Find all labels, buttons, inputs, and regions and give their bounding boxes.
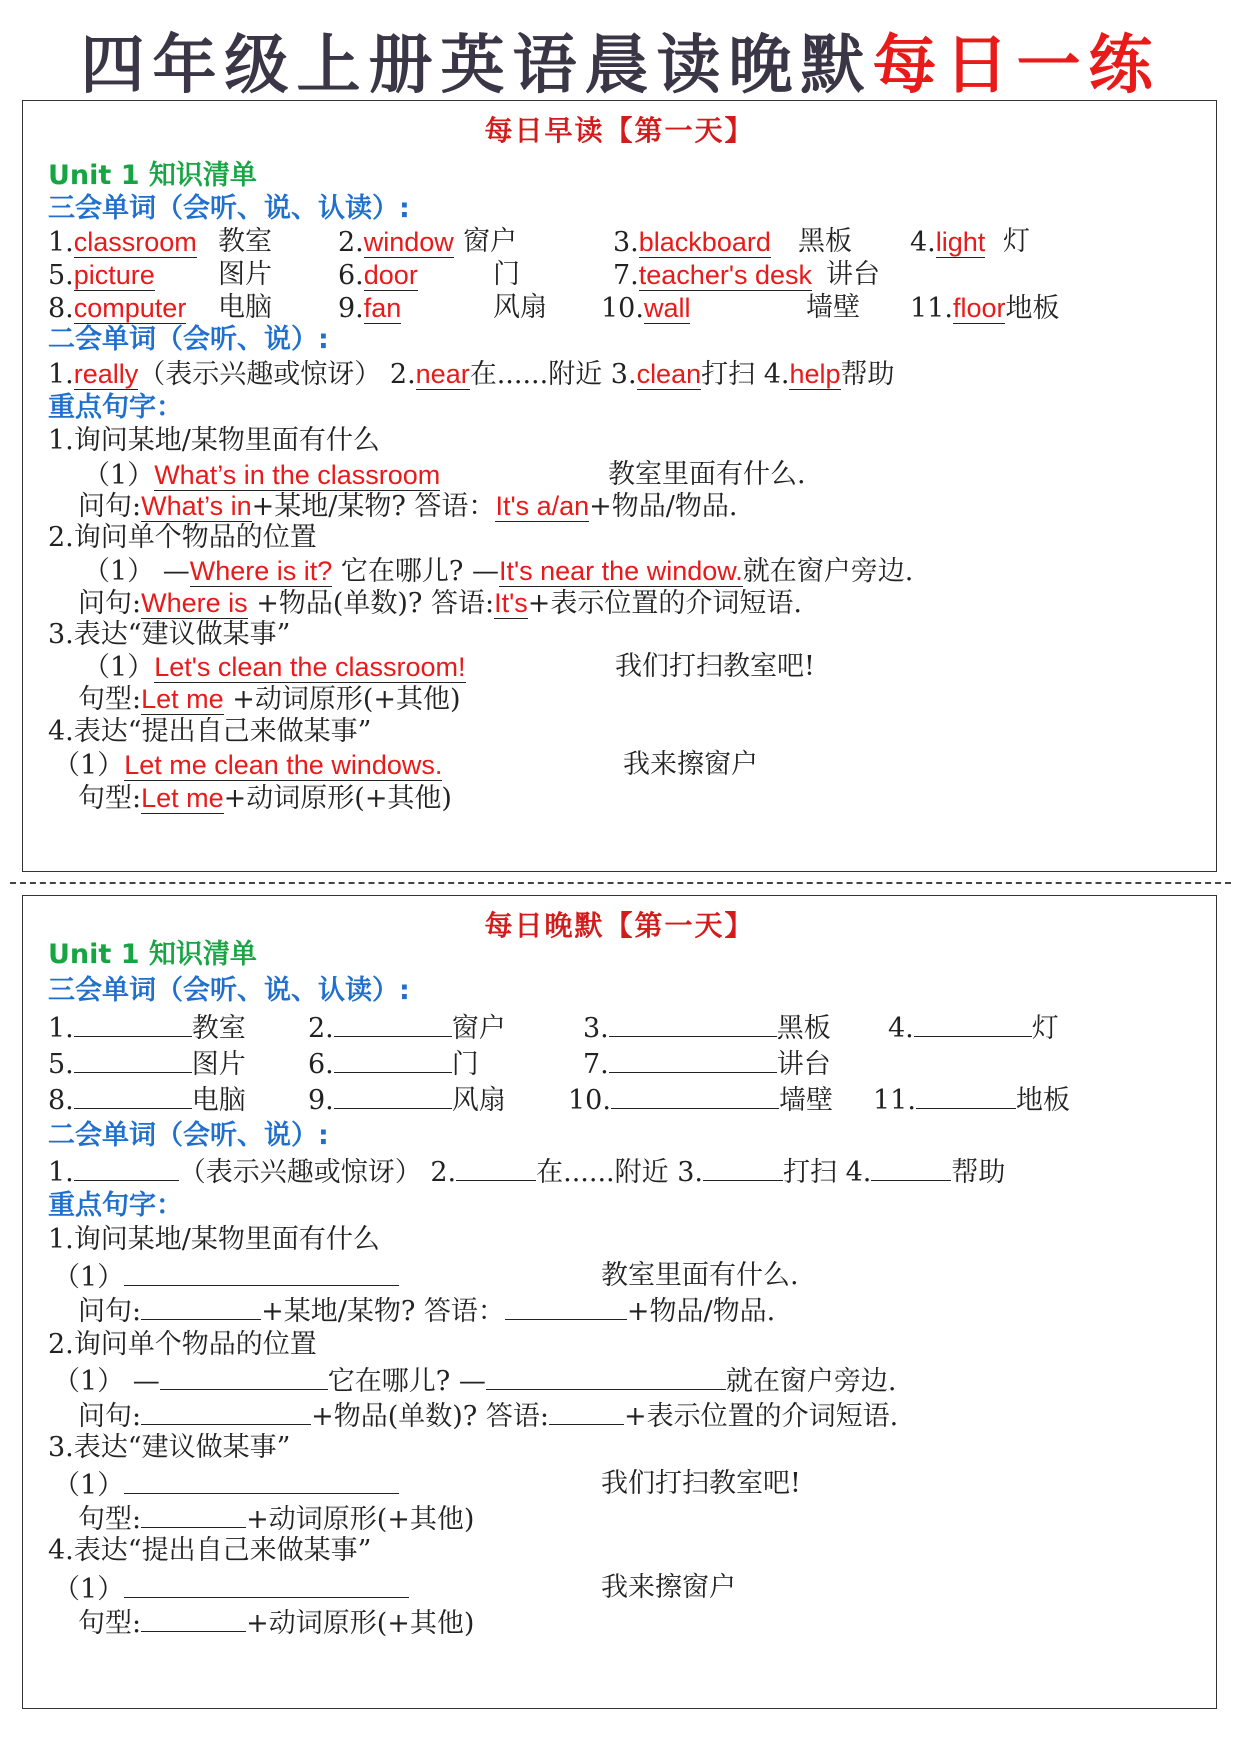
word-num: 3. [583, 1013, 609, 1044]
pattern-4 [78, 781, 452, 816]
word-meaning: 教室 [218, 226, 272, 257]
label: 问句: [78, 491, 142, 522]
word-num: 4. [763, 359, 790, 390]
item-num: （1） [53, 1470, 125, 1501]
answer-text: What’s in the classroom [154, 460, 441, 490]
label: +某地/某物? 答语： [261, 1296, 505, 1327]
item-num: （1） [83, 460, 155, 491]
answer-text: Let's clean the classroom! [154, 652, 466, 682]
word-meaning: 墙壁 [806, 292, 860, 323]
word-answer: fan [363, 293, 402, 323]
answer-blank[interactable] [871, 1154, 951, 1181]
word-meaning: 黑板 [776, 1013, 831, 1044]
word-num: 10. [601, 293, 644, 324]
word-meaning: 门 [493, 259, 520, 290]
word-meaning: 风扇 [493, 292, 547, 323]
pattern-3 [78, 682, 461, 717]
word-meaning: 灯 [1031, 1013, 1059, 1044]
answer-blank[interactable] [74, 1082, 192, 1109]
title-main: 四年级上册英语晨读晚默 [80, 29, 873, 103]
word-num: 3. [677, 1157, 703, 1188]
word-num: 1. [48, 1013, 74, 1044]
word-meaning: 图片 [191, 1049, 246, 1080]
word-meaning: 墙壁 [778, 1085, 833, 1116]
word-answer: computer [73, 293, 187, 323]
word-answer: help [789, 359, 841, 389]
answer-blank[interactable] [334, 1046, 452, 1073]
item-num: （1） [53, 1366, 125, 1397]
label: +表示位置的介词短语. [527, 588, 802, 619]
word-num: 8. [48, 293, 74, 324]
word-row-1 [48, 225, 1208, 259]
unit-title: Unit 1 知识清单 [48, 939, 257, 970]
label: +物品(单数)? 答语: [311, 1401, 549, 1432]
sentence-cn-4: 我来擦窗户 [601, 1572, 736, 1603]
item-num: （1） [53, 1574, 125, 1605]
label: +某地/某物? 答语： [251, 491, 496, 522]
answer-text: What’s in [141, 491, 252, 521]
answer-blank[interactable] [505, 1293, 627, 1320]
sentence-blank-2 [53, 1363, 896, 1399]
word-meaning: 帮助 [951, 1157, 1006, 1188]
answer-blank[interactable] [74, 1154, 179, 1181]
key-sentences-heading: 重点句字： [48, 392, 183, 423]
word-meaning: 门 [451, 1049, 479, 1080]
answer-blank[interactable] [609, 1010, 777, 1037]
label: 它在哪儿? — [327, 1366, 486, 1397]
label: 句型: [78, 1608, 142, 1639]
item-num: （1） [83, 652, 155, 683]
dash: — [132, 1366, 160, 1397]
label: 问句: [78, 1401, 142, 1432]
word-num: 7. [613, 260, 639, 291]
word-num: 2. [338, 227, 364, 258]
word-meaning: （表示兴趣或惊讶） [138, 359, 382, 390]
label: 它在哪儿? — [332, 556, 499, 587]
section-two-skill-words: 二会单词（会听、说）: [48, 1120, 329, 1151]
answer-blank[interactable] [486, 1363, 726, 1390]
word-num: 11. [910, 293, 953, 324]
title-highlight: 每日一练 [872, 29, 1161, 103]
word-meaning: 电脑 [191, 1085, 246, 1116]
answer-blank[interactable] [456, 1154, 536, 1181]
sentence-topic-2: 2.询问单个物品的位置 [48, 522, 317, 553]
pattern-blank-4 [78, 1605, 474, 1641]
word-meaning: 在......附近 [469, 359, 603, 390]
sentence-topic-2: 2.询问单个物品的位置 [48, 1329, 317, 1360]
word-num: 5. [48, 260, 74, 291]
answer-blank[interactable] [124, 1571, 409, 1598]
morning-heading: 每日早读【第一天】 [484, 114, 755, 147]
word-meaning: 窗户 [451, 1013, 506, 1044]
label: +动词原形(+其他) [246, 1504, 475, 1535]
sentence-blank-4 [53, 1571, 409, 1607]
word-num: 4. [910, 227, 936, 258]
word-answer: floor [952, 293, 1006, 323]
two-skill-blank-row [48, 1154, 1005, 1190]
word-answer: blackboard [638, 227, 771, 257]
section-two-skill-words: 二会单词（会听、说）: [48, 324, 329, 355]
label: +动词原形(+其他) [223, 783, 452, 814]
word-meaning: 电脑 [218, 292, 272, 323]
label: 问句: [78, 588, 142, 619]
word-meaning: 讲台 [776, 1049, 831, 1080]
answer-text: Let me [141, 684, 224, 714]
word-num: 9. [308, 1085, 334, 1116]
answer-blank[interactable] [703, 1154, 783, 1181]
answer-blank[interactable] [74, 1046, 192, 1073]
word-num: 2. [308, 1013, 334, 1044]
word-meaning: 窗户 [463, 226, 517, 257]
word-meaning: 教室 [191, 1013, 246, 1044]
word-answer: classroom [73, 227, 197, 257]
word-num: 11. [873, 1085, 916, 1116]
label: +物品/物品. [626, 1296, 776, 1327]
label: +物品(单数)? 答语: [247, 588, 495, 619]
word-answer: door [363, 260, 418, 290]
pattern-blank-3 [78, 1501, 474, 1537]
sentence-topic-3: 3.表达“建议做某事” [48, 1432, 291, 1463]
answer-text: It's a/an [495, 491, 590, 521]
answer-text: It's [494, 588, 528, 618]
label: +物品/物品. [589, 491, 738, 522]
word-row-2 [48, 258, 1208, 292]
sentence-cn-4: 我来擦窗户 [623, 749, 758, 780]
word-num: 8. [48, 1085, 74, 1116]
item-num: （1） [53, 750, 125, 781]
word-num: 5. [48, 1049, 74, 1080]
answer-text: Let me [141, 783, 224, 813]
sentence-topic-3: 3.表达“建议做某事” [48, 619, 291, 650]
sentence-example-3 [83, 650, 466, 685]
word-answer: really [73, 359, 139, 389]
sentence-example-4 [53, 748, 442, 783]
word-num: 3. [613, 227, 639, 258]
dash: — [162, 556, 190, 587]
word-num: 4. [888, 1013, 914, 1044]
label: +表示位置的介词短语. [623, 1401, 899, 1432]
sentence-blank-3 [53, 1467, 399, 1503]
word-answer: picture [73, 260, 155, 290]
morning-reading-box [22, 100, 1217, 872]
pattern-2 [78, 586, 802, 621]
blank-row-1 [48, 1010, 1208, 1044]
answer-blank[interactable] [609, 1046, 777, 1073]
word-meaning: 灯 [1003, 226, 1030, 257]
answer-blank[interactable] [916, 1082, 1016, 1109]
label: 就在窗户旁边. [742, 556, 914, 587]
label: 句型: [78, 783, 142, 814]
word-meaning: 在......附近 [536, 1157, 669, 1188]
word-num: 7. [583, 1049, 609, 1080]
word-num: 1. [48, 1157, 74, 1188]
answer-blank[interactable] [334, 1082, 452, 1109]
word-num: 6. [338, 260, 364, 291]
blank-row-3 [48, 1082, 1208, 1116]
word-row-3 [48, 291, 1208, 325]
word-answer: teacher's desk [638, 260, 813, 290]
evening-heading: 每日晚默【第一天】 [484, 909, 755, 942]
answer-blank[interactable] [160, 1363, 328, 1390]
label: +动词原形(+其他) [246, 1608, 475, 1639]
word-meaning: 图片 [218, 259, 272, 290]
answer-text: Where is [141, 588, 248, 618]
sentence-cn-3: 我们打扫教室吧! [601, 1468, 801, 1499]
word-meaning: 黑板 [798, 226, 852, 257]
word-num: 3. [610, 359, 637, 390]
word-answer: near [415, 359, 470, 389]
key-sentences-heading: 重点句字： [48, 1190, 183, 1221]
answer-text: Let me clean the windows. [124, 750, 443, 780]
evening-dictation-box [22, 895, 1217, 1709]
word-num: 1. [48, 359, 74, 390]
word-meaning: （表示兴趣或惊讶） [178, 1157, 422, 1188]
answer-blank[interactable] [611, 1082, 779, 1109]
unit-title: Unit 1 知识清单 [48, 160, 257, 191]
pattern-blank-2 [78, 1398, 898, 1434]
dashed-divider [10, 882, 1231, 884]
answer-blank[interactable] [124, 1467, 399, 1494]
sentence-topic-1: 1.询问某地/某物里面有什么 [48, 425, 380, 456]
answer-blank[interactable] [141, 1501, 246, 1528]
word-answer: light [935, 227, 986, 257]
answer-blank[interactable] [124, 1259, 399, 1286]
answer-blank[interactable] [549, 1398, 624, 1425]
item-num: （1） [53, 1262, 125, 1293]
word-meaning: 风扇 [451, 1085, 506, 1116]
sentence-cn-3: 我们打扫教室吧! [615, 651, 815, 682]
sentence-topic-4: 4.表达“提出自己来做某事” [48, 1535, 372, 1566]
word-num: 9. [338, 293, 364, 324]
section-three-skill-words: 三会单词（会听、说、认读）: [48, 193, 410, 224]
word-meaning: 地板 [1015, 1085, 1070, 1116]
word-num: 2. [389, 359, 416, 390]
label: 句型: [78, 684, 142, 715]
item-num: （1） [83, 556, 155, 587]
page-title [0, 28, 1241, 104]
sentence-topic-1: 1.询问某地/某物里面有什么 [48, 1224, 380, 1255]
answer-blank[interactable] [74, 1010, 192, 1037]
pattern-1 [78, 489, 737, 524]
word-num: 2. [430, 1157, 457, 1188]
sentence-example-1 [83, 458, 440, 493]
word-num: 4. [845, 1157, 872, 1188]
answer-text: Where is it? [189, 556, 333, 586]
word-num: 6. [308, 1049, 334, 1080]
word-meaning: 打扫 [782, 1157, 837, 1188]
answer-blank[interactable] [334, 1010, 452, 1037]
label: 就在窗户旁边. [725, 1366, 897, 1397]
answer-text: It's near the window. [498, 556, 743, 586]
pattern-blank-1 [78, 1293, 775, 1329]
word-answer: window [363, 227, 454, 257]
answer-blank[interactable] [914, 1010, 1032, 1037]
word-num: 10. [568, 1085, 611, 1116]
answer-blank[interactable] [141, 1293, 261, 1320]
sentence-cn-1: 教室里面有什么. [601, 1260, 799, 1291]
label: +动词原形(+其他) [223, 684, 461, 715]
sentence-blank-1 [53, 1259, 399, 1295]
word-answer: wall [643, 293, 691, 323]
two-skill-row [48, 357, 895, 392]
sentence-topic-4: 4.表达“提出自己来做某事” [48, 716, 372, 747]
word-meaning: 地板 [1005, 293, 1060, 324]
label: 句型: [78, 1504, 142, 1535]
label: 问句: [78, 1296, 142, 1327]
word-meaning: 讲台 [826, 259, 880, 290]
blank-row-2 [48, 1046, 1208, 1080]
sentence-cn-1: 教室里面有什么. [608, 459, 806, 490]
section-three-skill-words: 三会单词（会听、说、认读）: [48, 975, 410, 1006]
word-meaning: 打扫 [701, 359, 756, 390]
word-meaning: 帮助 [840, 359, 895, 390]
word-num: 1. [48, 227, 74, 258]
answer-blank[interactable] [141, 1398, 311, 1425]
word-answer: clean [636, 359, 702, 389]
sentence-example-2 [83, 554, 913, 589]
answer-blank[interactable] [141, 1605, 246, 1632]
